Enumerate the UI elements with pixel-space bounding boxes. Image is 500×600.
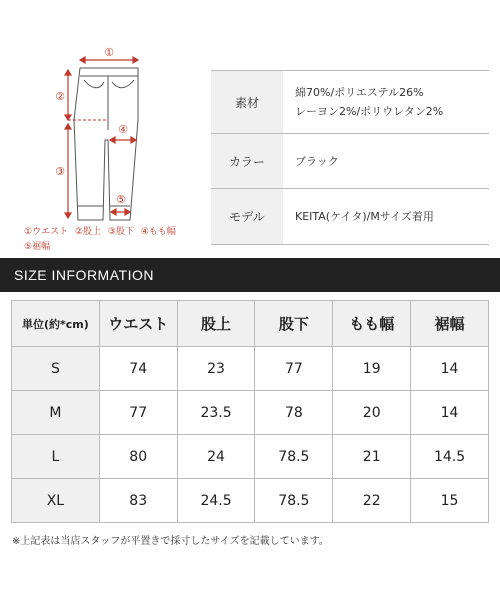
- header-hem: 裾幅: [411, 301, 489, 347]
- table-cell: 23: [177, 347, 255, 391]
- marker-rise: ②: [55, 90, 65, 103]
- table-cell: 14: [411, 347, 489, 391]
- spec-row-model: [211, 189, 489, 245]
- table-cell: 78.5: [255, 479, 333, 523]
- marker-inseam: ③: [55, 165, 65, 178]
- spec-value-line: KEITA(ケイタ)/Mサイズ着用: [295, 210, 434, 223]
- table-cell: 80: [99, 435, 177, 479]
- pants-illustration: [0, 0, 210, 225]
- spec-row-color: [211, 134, 489, 189]
- spec-value-line: レーヨン2%/ポリウレタン2%: [295, 105, 444, 118]
- size-table-header-row: [12, 301, 489, 347]
- size-info-title: SIZE INFORMATION: [14, 267, 154, 283]
- table-cell: 24: [177, 435, 255, 479]
- table-cell: 21: [333, 435, 411, 479]
- header-waist: ウエスト: [99, 301, 177, 347]
- measurement-legend: [24, 225, 214, 255]
- table-row: [12, 391, 489, 435]
- table-cell: 14.5: [411, 435, 489, 479]
- spec-value: [283, 71, 489, 133]
- spec-row-material: [211, 71, 489, 134]
- table-cell: 74: [99, 347, 177, 391]
- size-table: [11, 300, 489, 523]
- spec-value-line: ブラック: [295, 154, 339, 168]
- header-rise: 股上: [177, 301, 255, 347]
- legend-hem: ⑤裾幅: [24, 242, 51, 252]
- product-spec-table: [211, 70, 489, 245]
- table-cell: 78: [255, 391, 333, 435]
- legend-rise: ②股上: [74, 227, 102, 237]
- legend-thigh: ④もも幅: [140, 227, 176, 237]
- header-thigh: もも幅: [333, 301, 411, 347]
- marker-thigh: ④: [118, 123, 128, 136]
- spec-value: [283, 189, 489, 244]
- table-cell: 19: [333, 347, 411, 391]
- spec-value-line: 綿70%/ポリエステル26%: [295, 86, 424, 99]
- table-cell: 23.5: [177, 391, 255, 435]
- spec-key: 素材: [211, 71, 283, 133]
- size-label: L: [12, 435, 100, 479]
- measurement-note: ※上記表は当店スタッフが平置きで採寸したサイズを記載しています。: [12, 536, 329, 547]
- table-row: [12, 435, 489, 479]
- table-cell: 78.5: [255, 435, 333, 479]
- table-cell: 77: [255, 347, 333, 391]
- table-cell: 14: [411, 391, 489, 435]
- spec-value: [283, 134, 489, 188]
- table-row: [12, 347, 489, 391]
- spec-key: カラー: [211, 134, 283, 188]
- header-inseam: 股下: [255, 301, 333, 347]
- marker-hem: ⑤: [116, 193, 126, 206]
- table-cell: 20: [333, 391, 411, 435]
- legend-waist: ①ウエスト: [24, 227, 69, 237]
- marker-waist: ①: [104, 46, 114, 59]
- measurement-diagram: [0, 0, 210, 260]
- table-row: [12, 479, 489, 523]
- size-label: M: [12, 391, 100, 435]
- table-cell: 77: [99, 391, 177, 435]
- table-cell: 83: [99, 479, 177, 523]
- spec-key: モデル: [211, 189, 283, 244]
- table-cell: 24.5: [177, 479, 255, 523]
- size-label: S: [12, 347, 100, 391]
- size-info-header: [0, 258, 500, 292]
- legend-inseam: ③股下: [107, 227, 134, 237]
- table-cell: 22: [333, 479, 411, 523]
- size-label: XL: [12, 479, 100, 523]
- header-unit: 単位(約*cm): [12, 301, 100, 347]
- table-cell: 15: [411, 479, 489, 523]
